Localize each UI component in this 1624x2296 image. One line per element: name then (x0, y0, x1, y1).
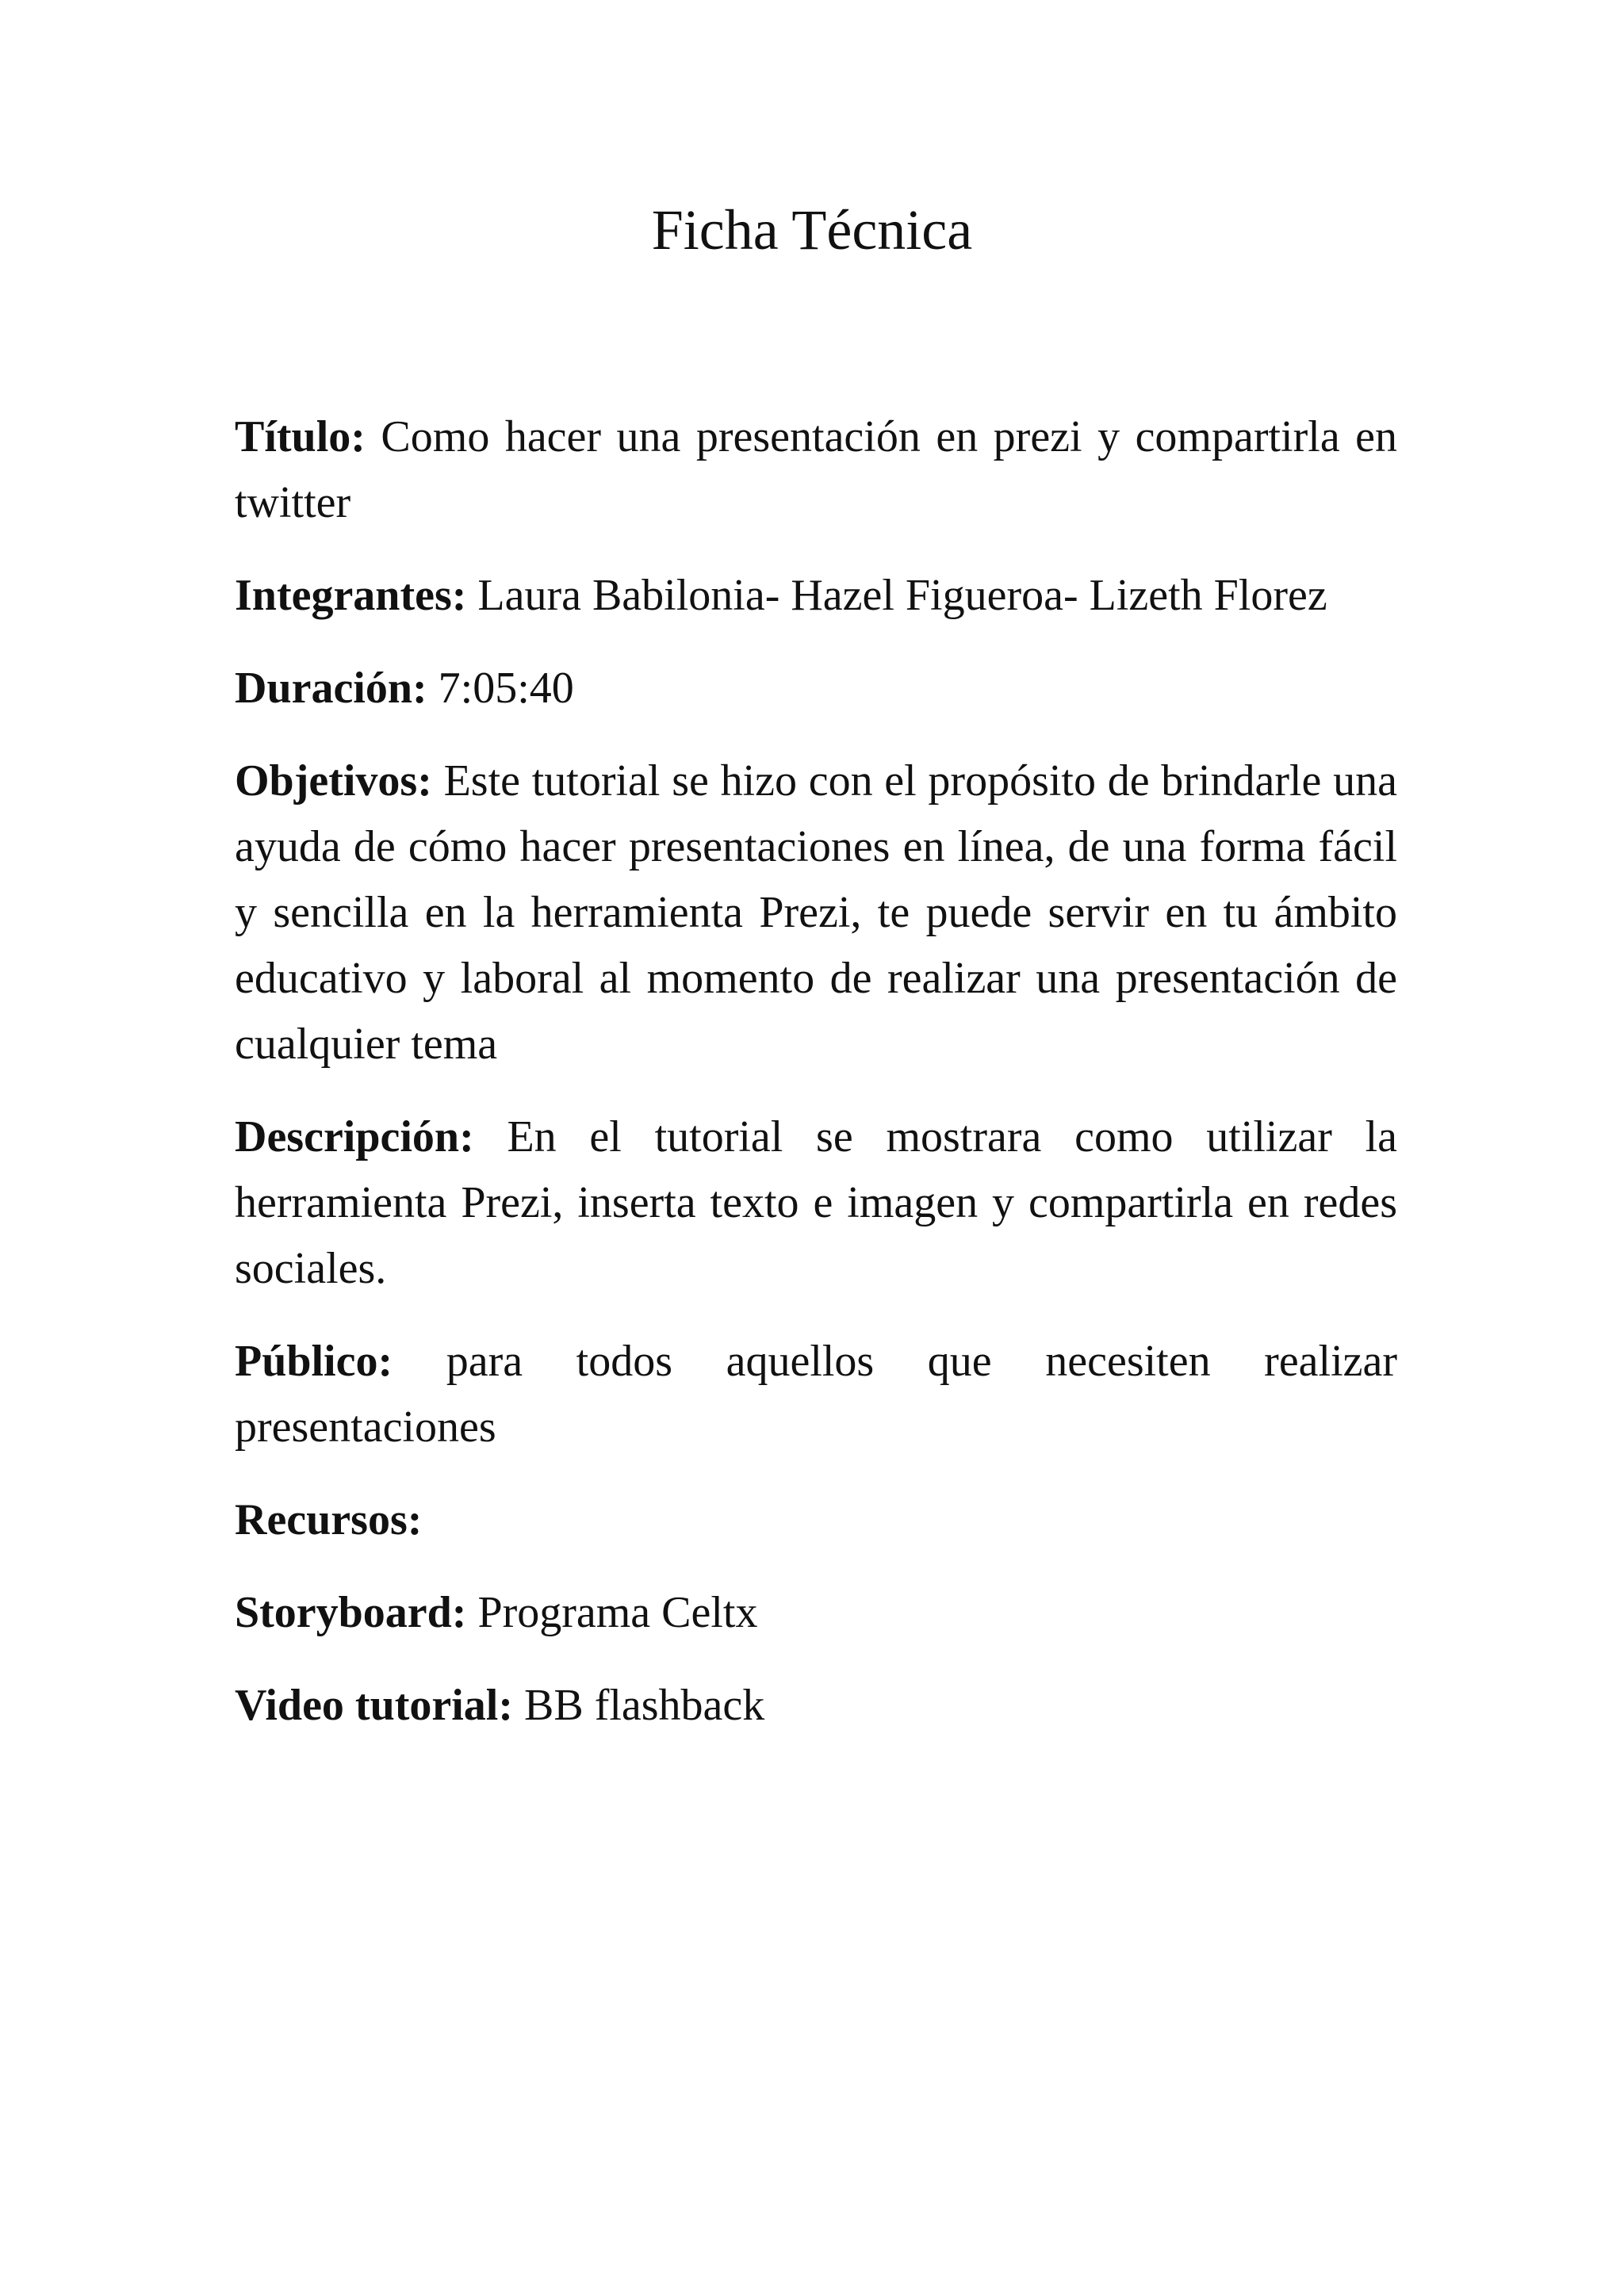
field-titulo (235, 404, 1397, 536)
field-value: Laura Babilonia- Hazel Figueroa- Lizeth Florez (477, 571, 1327, 620)
field-value: Programa Celtx (477, 1588, 758, 1637)
field-publico (235, 1329, 1397, 1460)
field-label: Público: (235, 1337, 393, 1386)
field-video-tutorial (235, 1673, 1397, 1739)
field-label: Objetivos: (235, 756, 432, 806)
field-label: Video tutorial: (235, 1681, 513, 1730)
field-duracion (235, 656, 1397, 721)
field-recursos (235, 1487, 1397, 1553)
field-storyboard (235, 1580, 1397, 1646)
page-title: Ficha Técnica (651, 198, 973, 262)
field-value: 7:05:40 (438, 664, 574, 713)
field-label: Duración: (235, 664, 427, 713)
field-value: para todos aquellos que necesiten realizar presentaciones (235, 1337, 1398, 1452)
field-value: Este tutorial se hizo con el propósito de brindarle una ayuda de cómo hacer presentaciones en línea, de una forma fácil y sencilla en la herramienta Prezi, te puede servir en tu ámbito educativo y laboral al momento de realizar una presentación de cualquier tema (235, 756, 1397, 1069)
field-label: Storyboard: (235, 1588, 467, 1637)
field-value: En el tutorial se mostrara como utilizar la herramienta Prezi, inserta texto e imagen y compartirla en redes sociales. (235, 1112, 1397, 1293)
field-label: Título: (235, 412, 366, 461)
field-integrantes (235, 563, 1397, 629)
technical-sheet-fields (235, 404, 1397, 1766)
field-descripcion (235, 1104, 1397, 1302)
field-label: Integrantes: (235, 571, 467, 620)
field-value: BB flashback (523, 1681, 765, 1730)
field-value: Como hacer una presentación en prezi y compartirla en twitter (235, 412, 1398, 527)
field-label: Recursos: (235, 1495, 423, 1544)
field-label: Descripción: (235, 1112, 474, 1161)
field-objetivos (235, 748, 1397, 1077)
